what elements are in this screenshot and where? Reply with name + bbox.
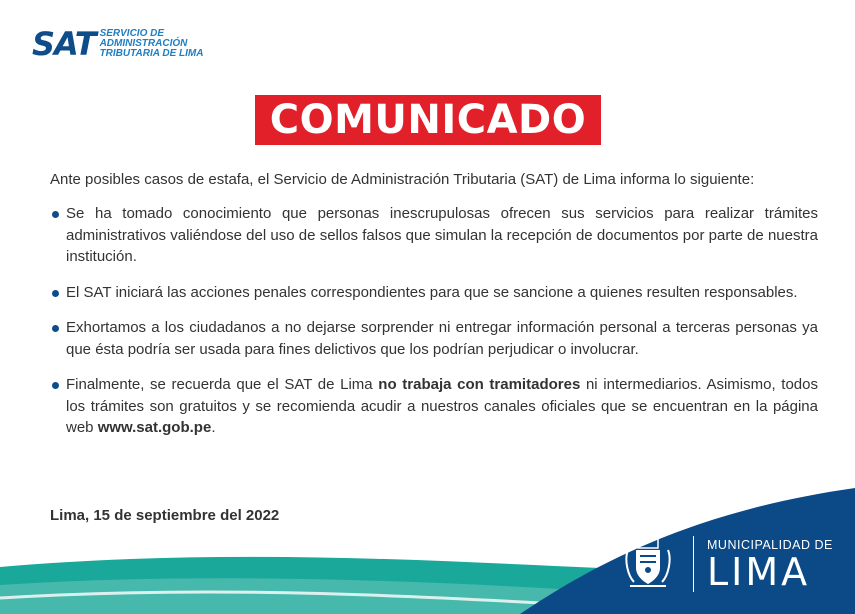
sat-logo-line1: SERVICIO DE — [99, 28, 165, 39]
footer-divider — [693, 536, 694, 592]
sat-logo-line3: TRIBUTARIA DE LIMA — [99, 48, 204, 59]
date-line: Lima, 15 de septiembre del 2022 — [50, 507, 280, 524]
lima-crest-icon — [620, 520, 676, 592]
bullet-text-4-bold-tramitadores: no trabaja con tramitadores — [378, 376, 581, 393]
municipalidad-label: MUNICIPALIDAD DE — [707, 538, 833, 552]
bullet-text-4b: ni intermediarios. Asimismo, todos los trámites son gratuitos y se recomienda acudir a nuestros canales oficiales que se encuentran en la página web — [66, 376, 818, 436]
sat-logo-mark: SAT — [32, 25, 96, 63]
bullet-text-4c: . — [211, 419, 216, 436]
bullet-text-1: Se ha tomado conocimiento que personas inescrupulosas ofrecen sus servicios para realizar trámites administrativos valiéndose del uso de sellos falsos que simulan la recepción de documentos por parte de nuestra institución. — [66, 205, 818, 265]
intro-text: Ante posibles casos de estafa, el Servicio de Administración Tributaria (SAT) de Lima informa lo siguiente: — [50, 171, 755, 188]
bullet-text-2: El SAT iniciará las acciones penales correspondientes para que se sancione a quienes resulten responsables. — [66, 283, 798, 301]
lima-label: LIMA — [707, 550, 811, 594]
sat-logo-line2: ADMINISTRACIÓN — [99, 38, 188, 49]
page-title: COMUNICADO — [269, 97, 587, 143]
bullet-text-4a: Finalmente, se recuerda que el SAT de Lima — [66, 376, 379, 393]
website-link[interactable]: www.sat.gob.pe — [97, 419, 212, 436]
bullet-text-3: Exhortamos a los ciudadanos a no dejarse sorprender ni entregar información personal a terceras personas ya que ésta podría ser usada para fines delictivos que los podrían perjudicar o involucrar. — [66, 319, 818, 358]
